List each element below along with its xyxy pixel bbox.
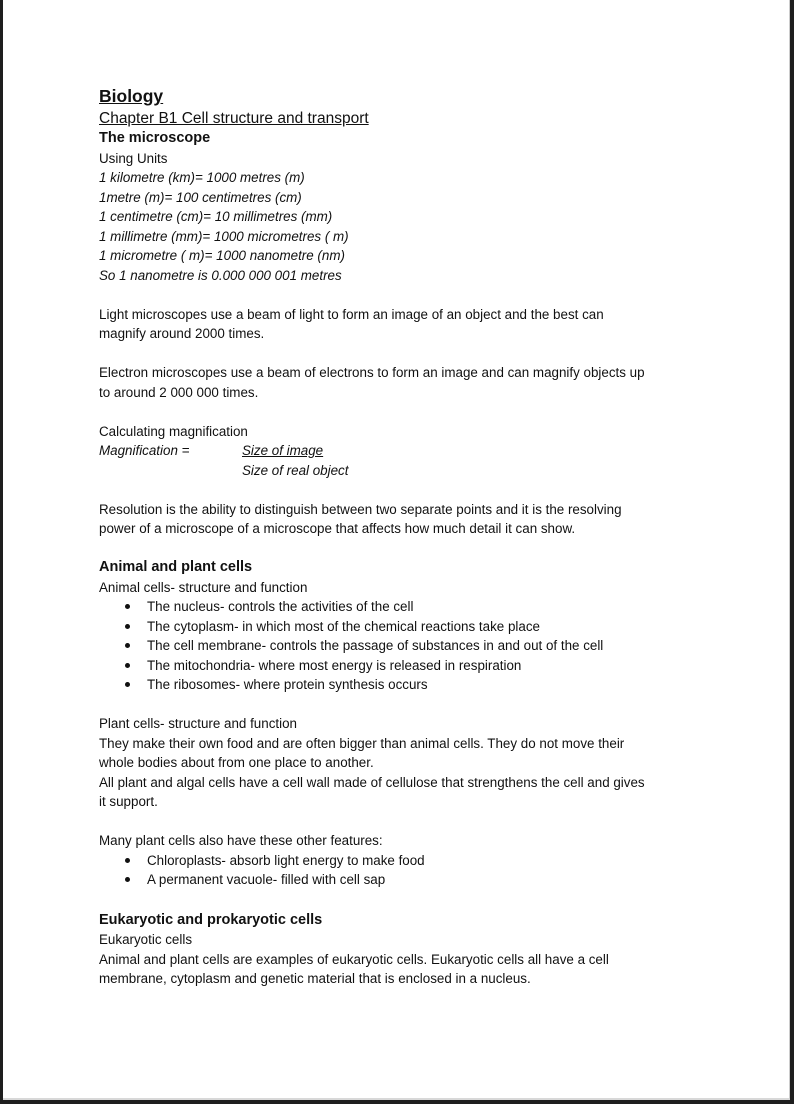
list-item: The cytoplasm- in which most of the chemical reactions take place [99, 617, 739, 637]
eukaryotic-label: Eukaryotic cells [99, 932, 193, 947]
electron-microscope-text: Electron microscopes use a beam of electrons to form an image and can magnify objects up [99, 365, 645, 380]
unit-line: 1 micrometre ( m)= 1000 nanometre (nm) [99, 248, 345, 263]
animal-cell-list [99, 597, 739, 695]
plant-features-list [99, 851, 739, 890]
section-heading-microscope: The microscope [99, 130, 211, 146]
plant-cells-text: They make their own food and are often bigger than animal cells. They do not move their [99, 735, 625, 751]
electron-microscope-text: to around 2 000 000 times. [99, 384, 259, 400]
formula-numerator: Size of image [242, 443, 324, 458]
unit-line: 1 centimetre (cm)= 10 millimetres (mm) [99, 209, 333, 224]
calc-magnification-label: Calculating magnification [99, 423, 248, 439]
plant-cells-text: it support. [99, 794, 158, 809]
section-heading-eukaryotic: Eukaryotic and prokaryotic cells [99, 911, 323, 928]
document-content [99, 84, 739, 989]
plant-cells-label: Plant cells- structure and function [99, 716, 297, 731]
resolution-text: Resolution is the ability to distinguish between two separate points and it is the resolving [99, 501, 622, 517]
eukaryotic-text: membrane, cytoplasm and genetic material that is enclosed in a nucleus. [99, 971, 531, 986]
animal-cells-label: Animal cells- structure and function [99, 579, 308, 595]
list-item: The cell membrane- controls the passage of substances in and out of the cell [99, 636, 739, 656]
resolution-text: power of a microscope of a microscope that affects how much detail it can show. [99, 521, 576, 536]
list-item: The ribosomes- where protein synthesis occurs [99, 675, 739, 695]
units-label: Using Units [99, 150, 168, 166]
magnification-formula [99, 441, 739, 480]
chapter-heading: Chapter B1 Cell structure and transport [99, 110, 369, 127]
light-microscope-text: Light microscopes use a beam of light to form an image of an object and the best can [99, 306, 604, 322]
eukaryotic-text: Animal and plant cells are examples of eukaryotic cells. Eukaryotic cells all have a cell [99, 951, 609, 967]
plant-cells-text: All plant and algal cells have a cell wall made of cellulose that strengthens the cell and gives [99, 774, 645, 790]
light-microscope-text: magnify around 2000 times. [99, 326, 265, 341]
unit-line: 1 millimetre (mm)= 1000 micrometres ( m) [99, 228, 349, 244]
formula-denominator: Size of real object [242, 462, 349, 478]
formula-label: Magnification = [99, 443, 190, 458]
document-title: Biology [99, 86, 164, 106]
unit-line: 1 kilometre (km)= 1000 metres (m) [99, 170, 305, 185]
list-item: The nucleus- controls the activities of the cell [99, 597, 739, 617]
plant-cells-text: whole bodies about from one place to another. [99, 755, 374, 770]
document-page [3, 0, 790, 1100]
unit-line: 1metre (m)= 100 centimetres (cm) [99, 189, 302, 205]
list-item: A permanent vacuole- filled with cell sap [99, 870, 739, 890]
features-label: Many plant cells also have these other features: [99, 833, 383, 848]
unit-line: So 1 nanometre is 0.000 000 001 metres [99, 267, 342, 283]
list-item: The mitochondria- where most energy is released in respiration [99, 656, 739, 676]
section-heading-cells: Animal and plant cells [99, 559, 253, 575]
list-item: Chloroplasts- absorb light energy to make food [99, 851, 739, 871]
